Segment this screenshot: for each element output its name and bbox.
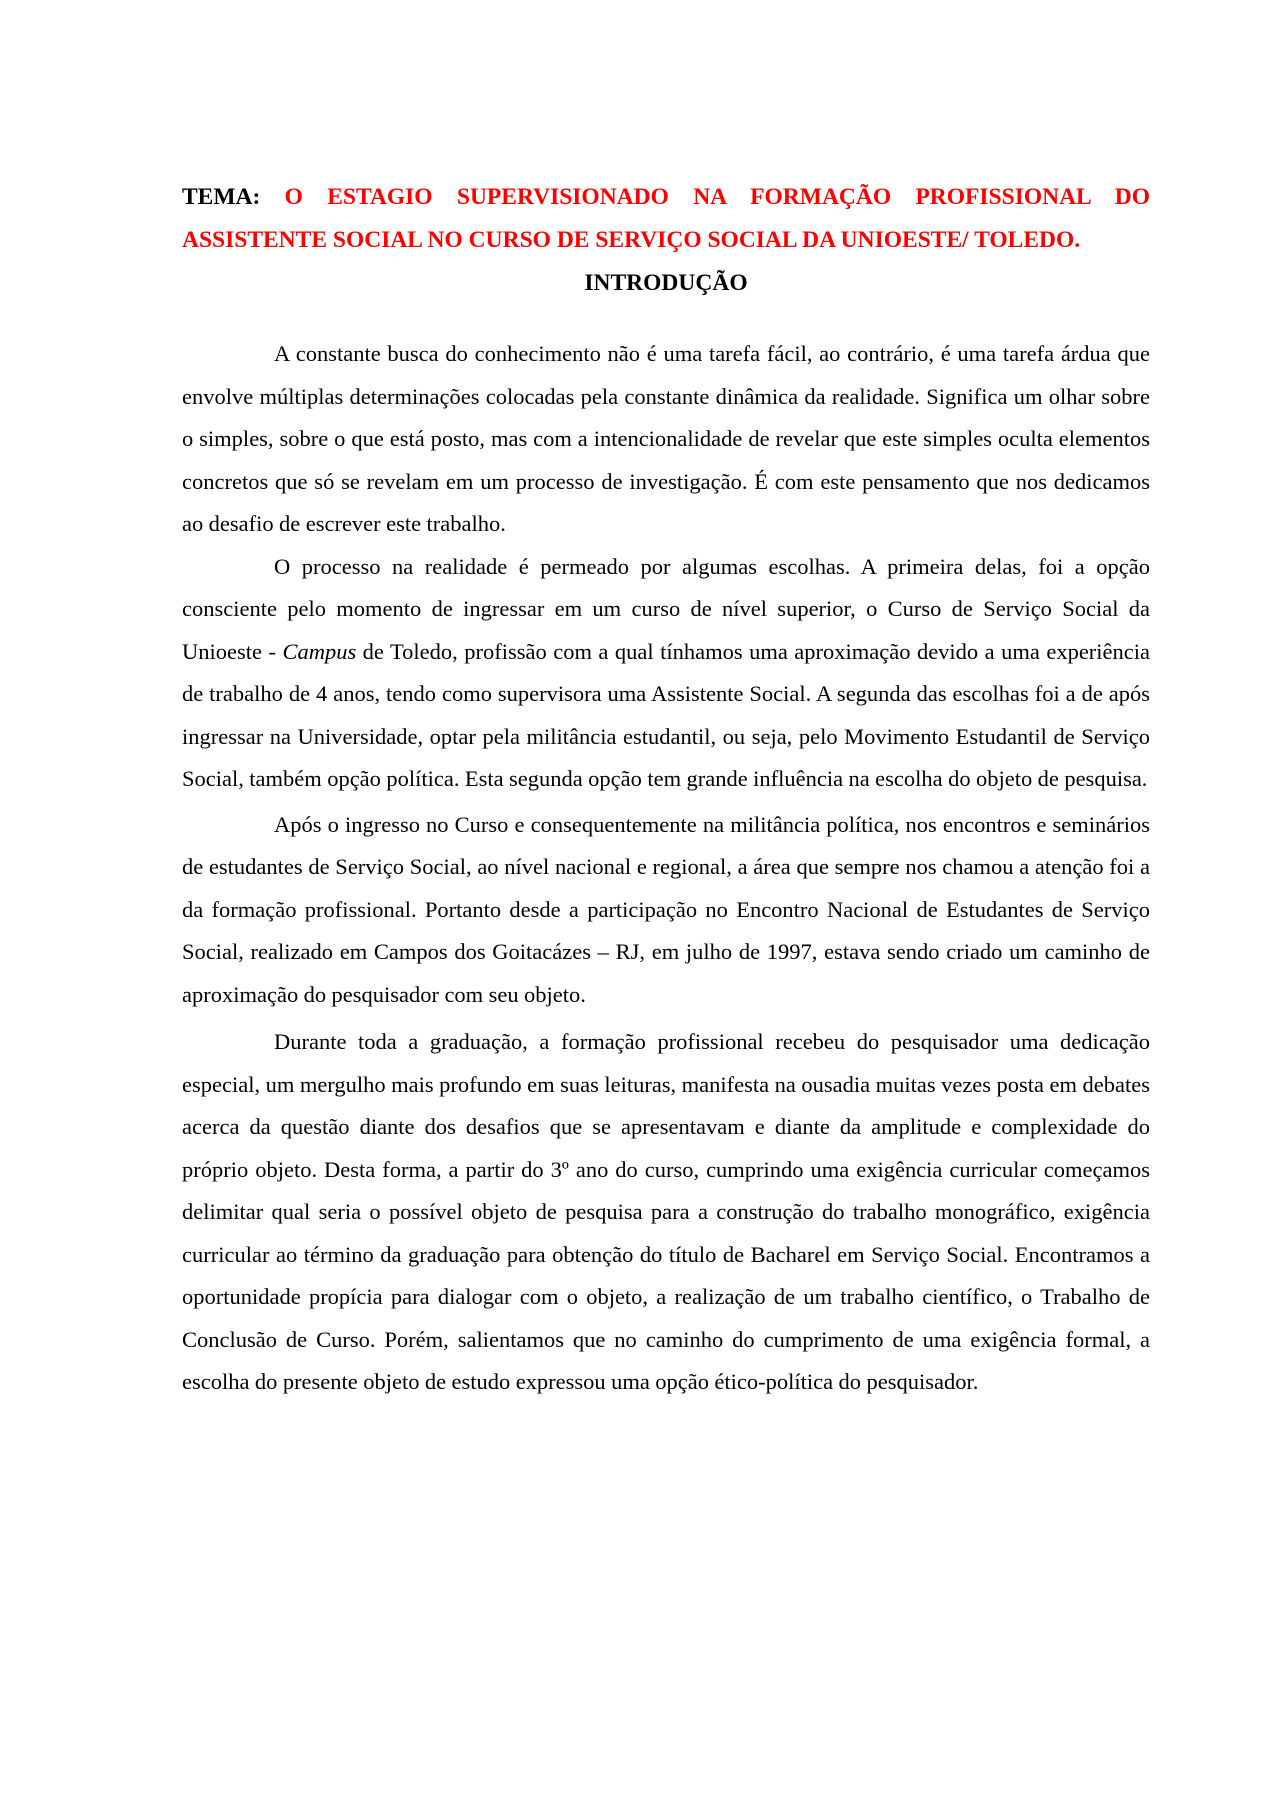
document-theme: [182, 176, 1150, 262]
theme-label: TEMA:: [182, 184, 261, 210]
document-page: [182, 176, 1150, 1404]
paragraph-4: Durante toda a graduação, a formação profissional recebeu do pesquisador uma dedicação especial, um mergulho mais profundo em suas leituras, manifesta na ousadia muitas vezes posta em debates acerca da questão diante dos desafios que se apresentavam e diante da amplitude e complexidade do próprio objeto. Desta forma, a partir do 3º ano do curso, cumprindo uma exigência curricular começamos delimitar qual seria o possível objeto de pesquisa para a construção do trabalho monográfico, exigência curricular ao término da graduação para obtenção do título de Bacharel em Serviço Social. Encontramos a oportunidade propícia para dialogar com o objeto, a realização de um trabalho científico, o Trabalho de Conclusão de Curso. Porém, salientamos que no caminho do cumprimento de uma exigência formal, a escolha do presente objeto de estudo expressou uma opção ético-política do pesquisador.: [182, 1029, 1150, 1394]
section-heading: INTRODUÇÃO: [584, 270, 748, 296]
paragraph-2-italic: Campus: [282, 638, 357, 664]
paragraph-2: [182, 546, 1150, 801]
theme-title: O ESTAGIO SUPERVISIONADO NA FORMAÇÃO PROFISSIONAL DO ASSISTENTE SOCIAL NO CURSO DE SERVIÇO SOCIAL DA UNIOESTE/ TOLEDO.: [182, 184, 1150, 253]
paragraph-2-text-a: O processo na realidade é permeado por algumas escolhas. A primeira delas, foi a opção consciente pelo momento de ingressar em um curso de nível superior, o Curso de Serviço Social da Unioeste -: [182, 553, 1150, 664]
paragraph-2-text-b: de Toledo, profissão com a qual tínhamos uma aproximação devido a uma experiência de trabalho de 4 anos, tendo como supervisora uma Assistente Social. A segunda das escolhas foi a de após ingressar na Universidade, optar pela militância estudantil, ou seja, pelo Movimento Estudantil de Serviço Social, também opção política. Esta segunda opção tem grande influência na escolha do objeto de pesquisa.: [182, 638, 1151, 791]
paragraph-3: Após o ingresso no Curso e consequentemente na militância política, nos encontros e seminários de estudantes de Serviço Social, ao nível nacional e regional, a área que sempre nos chamou a atenção foi a da formação profissional. Portanto desde a participação no Encontro Nacional de Estudantes de Serviço Social, realizado em Campos dos Goitacázes – RJ, em julho de 1997, estava sendo criado um caminho de aproximação do pesquisador com seu objeto.: [182, 811, 1150, 1007]
paragraph-1: A constante busca do conhecimento não é uma tarefa fácil, ao contrário, é uma tarefa árdua que envolve múltiplas determinações colocadas pela constante dinâmica da realidade. Significa um olhar sobre o simples, sobre o que está posto, mas com a intencionalidade de revelar que este simples oculta elementos concretos que só se revelam em um processo de investigação. É com este pensamento que nos dedicamos ao desafio de escrever este trabalho.: [182, 341, 1150, 536]
